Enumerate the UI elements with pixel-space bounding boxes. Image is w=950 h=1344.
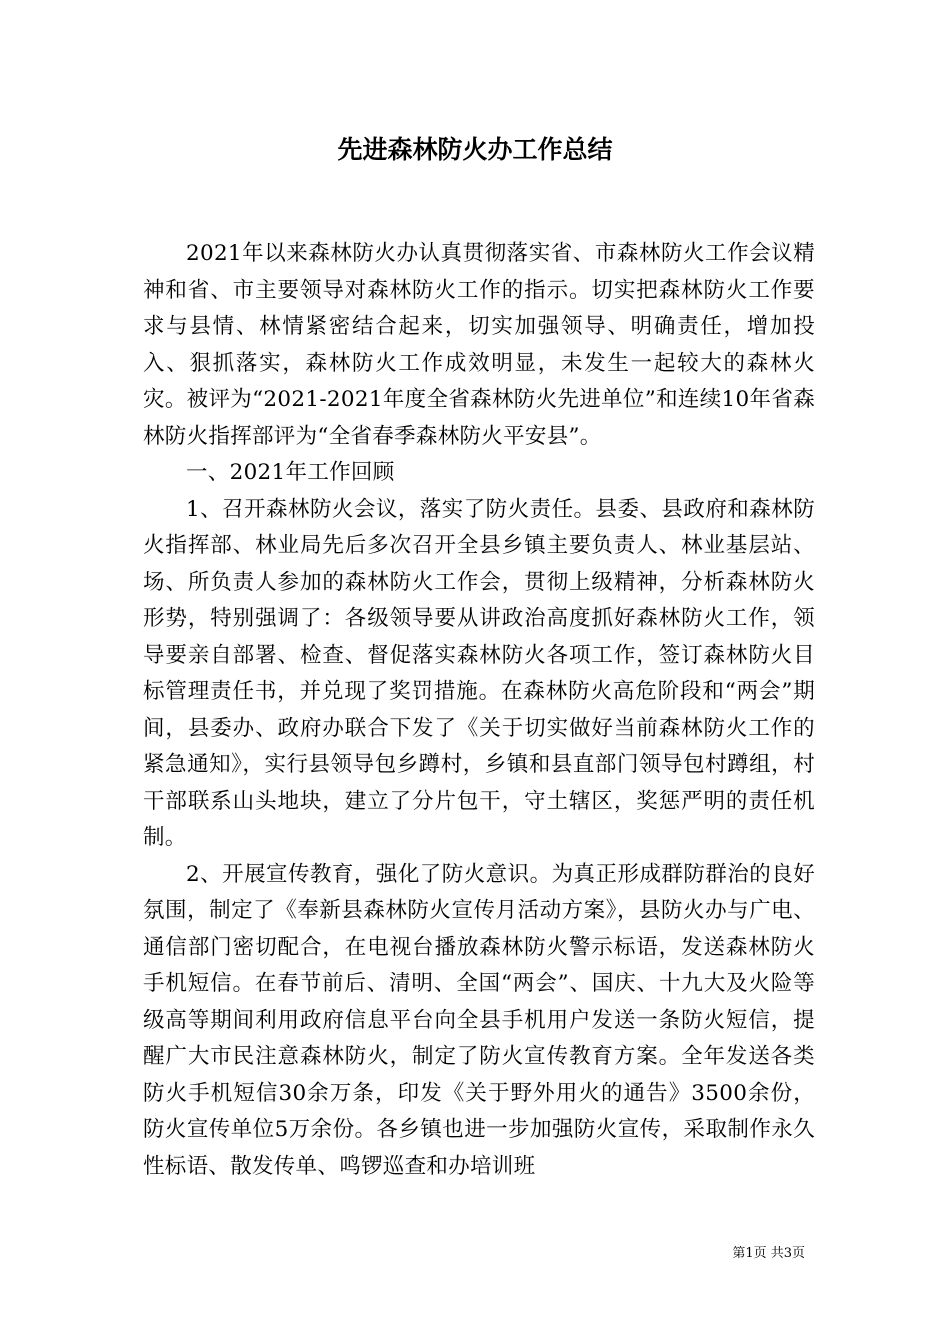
paragraph-intro: 2021年以来森林防火办认真贯彻落实省、市森林防火工作会议精神和省、市主要领导对森林防火工作的指示。切实把森林防火工作要求与县情、林情紧密结合起来，切实加强领导、明确责任，增加投入、狠抓落实，森林防火工作成效明显，未发生一起较大的森林火灾。被评为“2021-2021年度全省森林防火先进单位”和连续10年省森林防火指挥部评为“全省春季森林防火平安县”。 (143, 241, 815, 449)
document-body (143, 236, 815, 1185)
paragraph-item-2: 2、开展宣传教育，强化了防火意识。为真正形成群防群治的良好氛围，制定了《奉新县森林防火宣传月活动方案》，县防火办与广电、通信部门密切配合，在电视台播放森林防火警示标语，发送森林防火手机短信。在春节前后、清明、全国“两会”、国庆、十九大及火险等级高等期间利用政府信息平台向全县手机用户发送一条防火短信，提醒广大市民注意森林防火，制定了防火宣传教育方案。全年发送各类防火手机短信30余万条，印发《关于野外用火的通告》3500余份，防火宣传单位5万余份。各乡镇也进一步加强防火宣传，采取制作永久性标语、散发传单、鸣锣巡查和办培训班 (143, 861, 815, 1179)
section-heading-review: 一、2021年工作回顾 (186, 460, 395, 485)
paragraph-item-1: 1、召开森林防火会议，落实了防火责任。县委、县政府和森林防火指挥部、林业局先后多次召开全县乡镇主要负责人、林业基层站、场、所负责人参加的森林防火工作会，贯彻上级精神，分析森林防火形势，特别强调了：各级领导要从讲政治高度抓好森林防火工作，领导要亲自部署、检查、督促落实森林防火各项工作，签订森林防火目标管理责任书，并兑现了奖罚措施。在森林防火高危阶段和“两会”期间，县委办、政府办联合下发了《关于切实做好当前森林防火工作的紧急通知》，实行县领导包乡蹲村，乡镇和县直部门领导包村蹲组，村干部联系山头地块，建立了分片包干，守土辖区，奖惩严明的责任机制。 (143, 496, 815, 850)
document-title: 先进森林防火办工作总结 (337, 135, 613, 164)
page-number-footer: 第1页 共3页 (732, 1246, 805, 1261)
